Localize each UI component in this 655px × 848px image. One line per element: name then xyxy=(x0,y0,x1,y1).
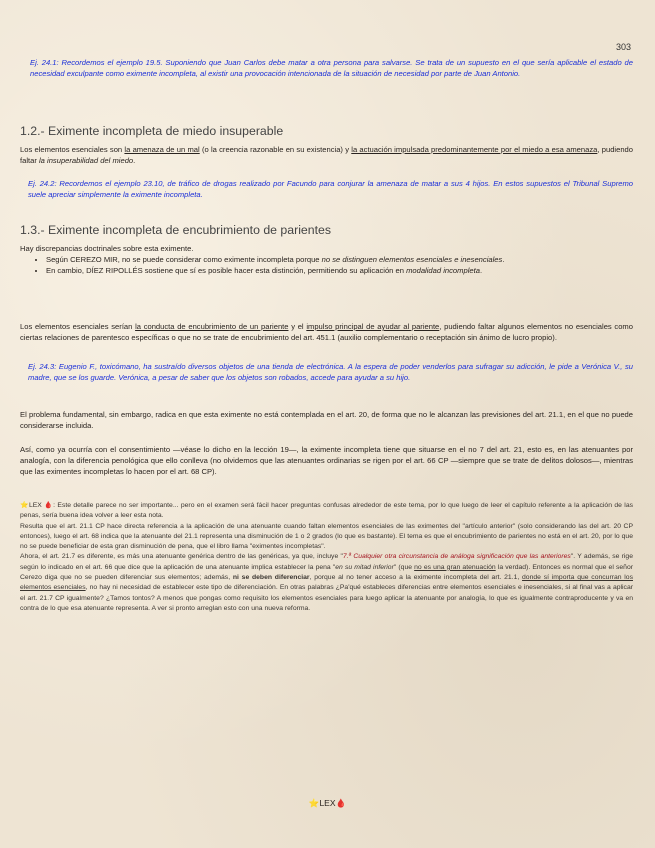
lex-tag: LEX xyxy=(28,502,42,509)
example-24-1: Ej. 24.1: Recordemos el ejemplo 19.5. Suponiendo que Juan Carlos debe matar a otra persona para salvarse. Se trata de un supuesto en el que sería aplicable el estado de necesidad exculpante como eximente incompleta, al existir una provocación intencionada de la situación de necesidad por parte de Juan Antonio. xyxy=(30,58,633,78)
example-24-2: Ej. 24.2: Recordemos el ejemplo 23.10, de tráfico de drogas realizado por Facundo para conjurar la amenaza de matar a sus 4 hijos. En estos supuestos el Tribunal Supremo suele apreciar simplemente la eximente incompleta. xyxy=(28,179,633,199)
list-item: • En cambio, DÍEZ RIPOLLÉS sostiene que sí es posible hacer esta distinción, permitiendo su aplicación en modalidad incompleta. xyxy=(46,265,633,276)
example-24-3: Ej. 24.3: Eugenio F., toxicómano, ha sustraído diversos objetos de una tienda de electrónica. A la espera de poder venderlos para sufragar su adicción, le pide a Verónica V., su madre, que se los guarde. Verónica, a pesar de saber que los objetos son robados, accede para ayudar a su hijo. xyxy=(28,362,633,382)
paragraph-miedo: Los elementos esenciales son la amenaza de un mal (o la creencia razonable en su existencia) y la actuación impulsada predominantemente por el miedo a esa amenaza, pudiendo faltar la insuperabilidad del miedo. xyxy=(20,145,634,165)
footer-lex-tag: LEX xyxy=(319,798,336,808)
star-icon: ⭐ xyxy=(20,502,29,509)
heading-miedo-insuperable: 1.2.- Eximente incompleta de miedo insuperable xyxy=(20,124,284,138)
lex-note-paragraph-2: Resulta que el art. 21.1 CP hace directa referencia a la aplicación de una atenuante cuando faltan elementos esenciales de las eximentes del "artículo anterior" (solo considerando las del art. 20 CP entonces), luego el art. 68 indica que la atenuante del 21.1 representa una disminución de 1 o 2 grados (lo que es bastante). El tema es que el encubrimiento de parientes no está en el art. 20, por lo que no se puede beneficiar de esta gran disminución de pena, que el libro llama "eximentes incompletas". xyxy=(20,522,633,551)
star-icon: ⭐ xyxy=(308,798,320,808)
paragraph-discrepancias: Hay discrepancias doctrinales sobre esta eximente. xyxy=(20,244,194,253)
blood-drop-icon: 🩸 xyxy=(335,798,347,808)
paragraph-atenuantes-analogia: Así, como ya ocurría con el consentimiento —véase lo dicho en la lección 19—, la eximente incompleta tiene que situarse en el no 7 del art. 21, esto es, en las atenuantes por analogía, con la diferencia penológica que ello conlleva (no olvidemos que las atenuantes ordinarias se rigen por el art. 66 CP —siempre que se trate de delitos dolosos—, mientras que las eximentes incompletas lo hacen por el art. 68 CP). xyxy=(20,445,633,476)
bullet-list xyxy=(20,254,633,276)
paragraph-elementos-encubrimiento: Los elementos esenciales serían la conducta de encubrimiento de un pariente y el impulso principal de ayudar al pariente, pudiendo faltar algunos elementos no esenciales como ciertas relaciones de parentesco específicas o que no se trate de encubrimiento del art. 451.1 (auxilio complementario o receptación sin ánimo de lucro propio). xyxy=(20,322,633,342)
lex-note-paragraph-3: Ahora, el art. 21.7 es diferente, es más una atenuante genérica dentro de las genéricas, ya que, incluye "7.ª Cualquier otra circunstancia de análoga significación que las anteriores". Y además, se rige según lo indicado en el art. 66 que dice que la aplicación de una atenuante implica establecer la pena "en su mitad inferior" (que no es una gran atenuación la verdad). Entonces es normal que el señor Cerezo diga que no se pueden diferenciar sus elementos; además, ni se deben diferenciar, porque al no tener acceso a la eximente incompleta del art. 21.1, donde sí importa que concurran los elementos esenciales, no hay ni necesidad de establecer este tipo de diferenciación. En otras palabras ¿Pa'qué estableces diferencias entre elementos esenciales e inesenciales, si al final vas a aplicar el art. 21.7 CP igualmente? ¿Tamos tontos? A menos que pongas como requisito los elementos esenciales para luego aplicar la atenuante por analogía, lo que es igualmente contraproducente y va en contra de lo que esa atenuante representa. A ver si pronto arreglan esto con una nueva reforma. xyxy=(20,553,633,612)
page-number: 303 xyxy=(615,42,631,52)
paragraph-problema-fundamental: El problema fundamental, sin embargo, radica en que esta eximente no está contemplada en el art. 20, de forma que no le alcanzan las previsiones del art. 21.1, en el que no puede considerarse incluida. xyxy=(20,410,633,430)
blood-drop-icon: 🩸 xyxy=(44,502,54,509)
lex-note-intro: ⭐LEX 🩸: Este detalle parece no ser importante... pero en el examen será fácil hacer preguntas confusas alrededor de este tema, por lo que luego de leer el capítulo referente a la aplicación de las penas, sería buena idea volver a leer esta nota. xyxy=(20,502,633,520)
page-footer xyxy=(0,798,655,809)
list-item: • Según CEREZO MIR, no se puede considerar como eximente incompleta porque no se distinguen elementos esenciales e inesenciales. xyxy=(46,254,633,265)
lex-note xyxy=(20,501,633,614)
heading-encubrimiento-parientes: 1.3.- Eximente incompleta de encubrimiento de parientes xyxy=(20,223,332,237)
